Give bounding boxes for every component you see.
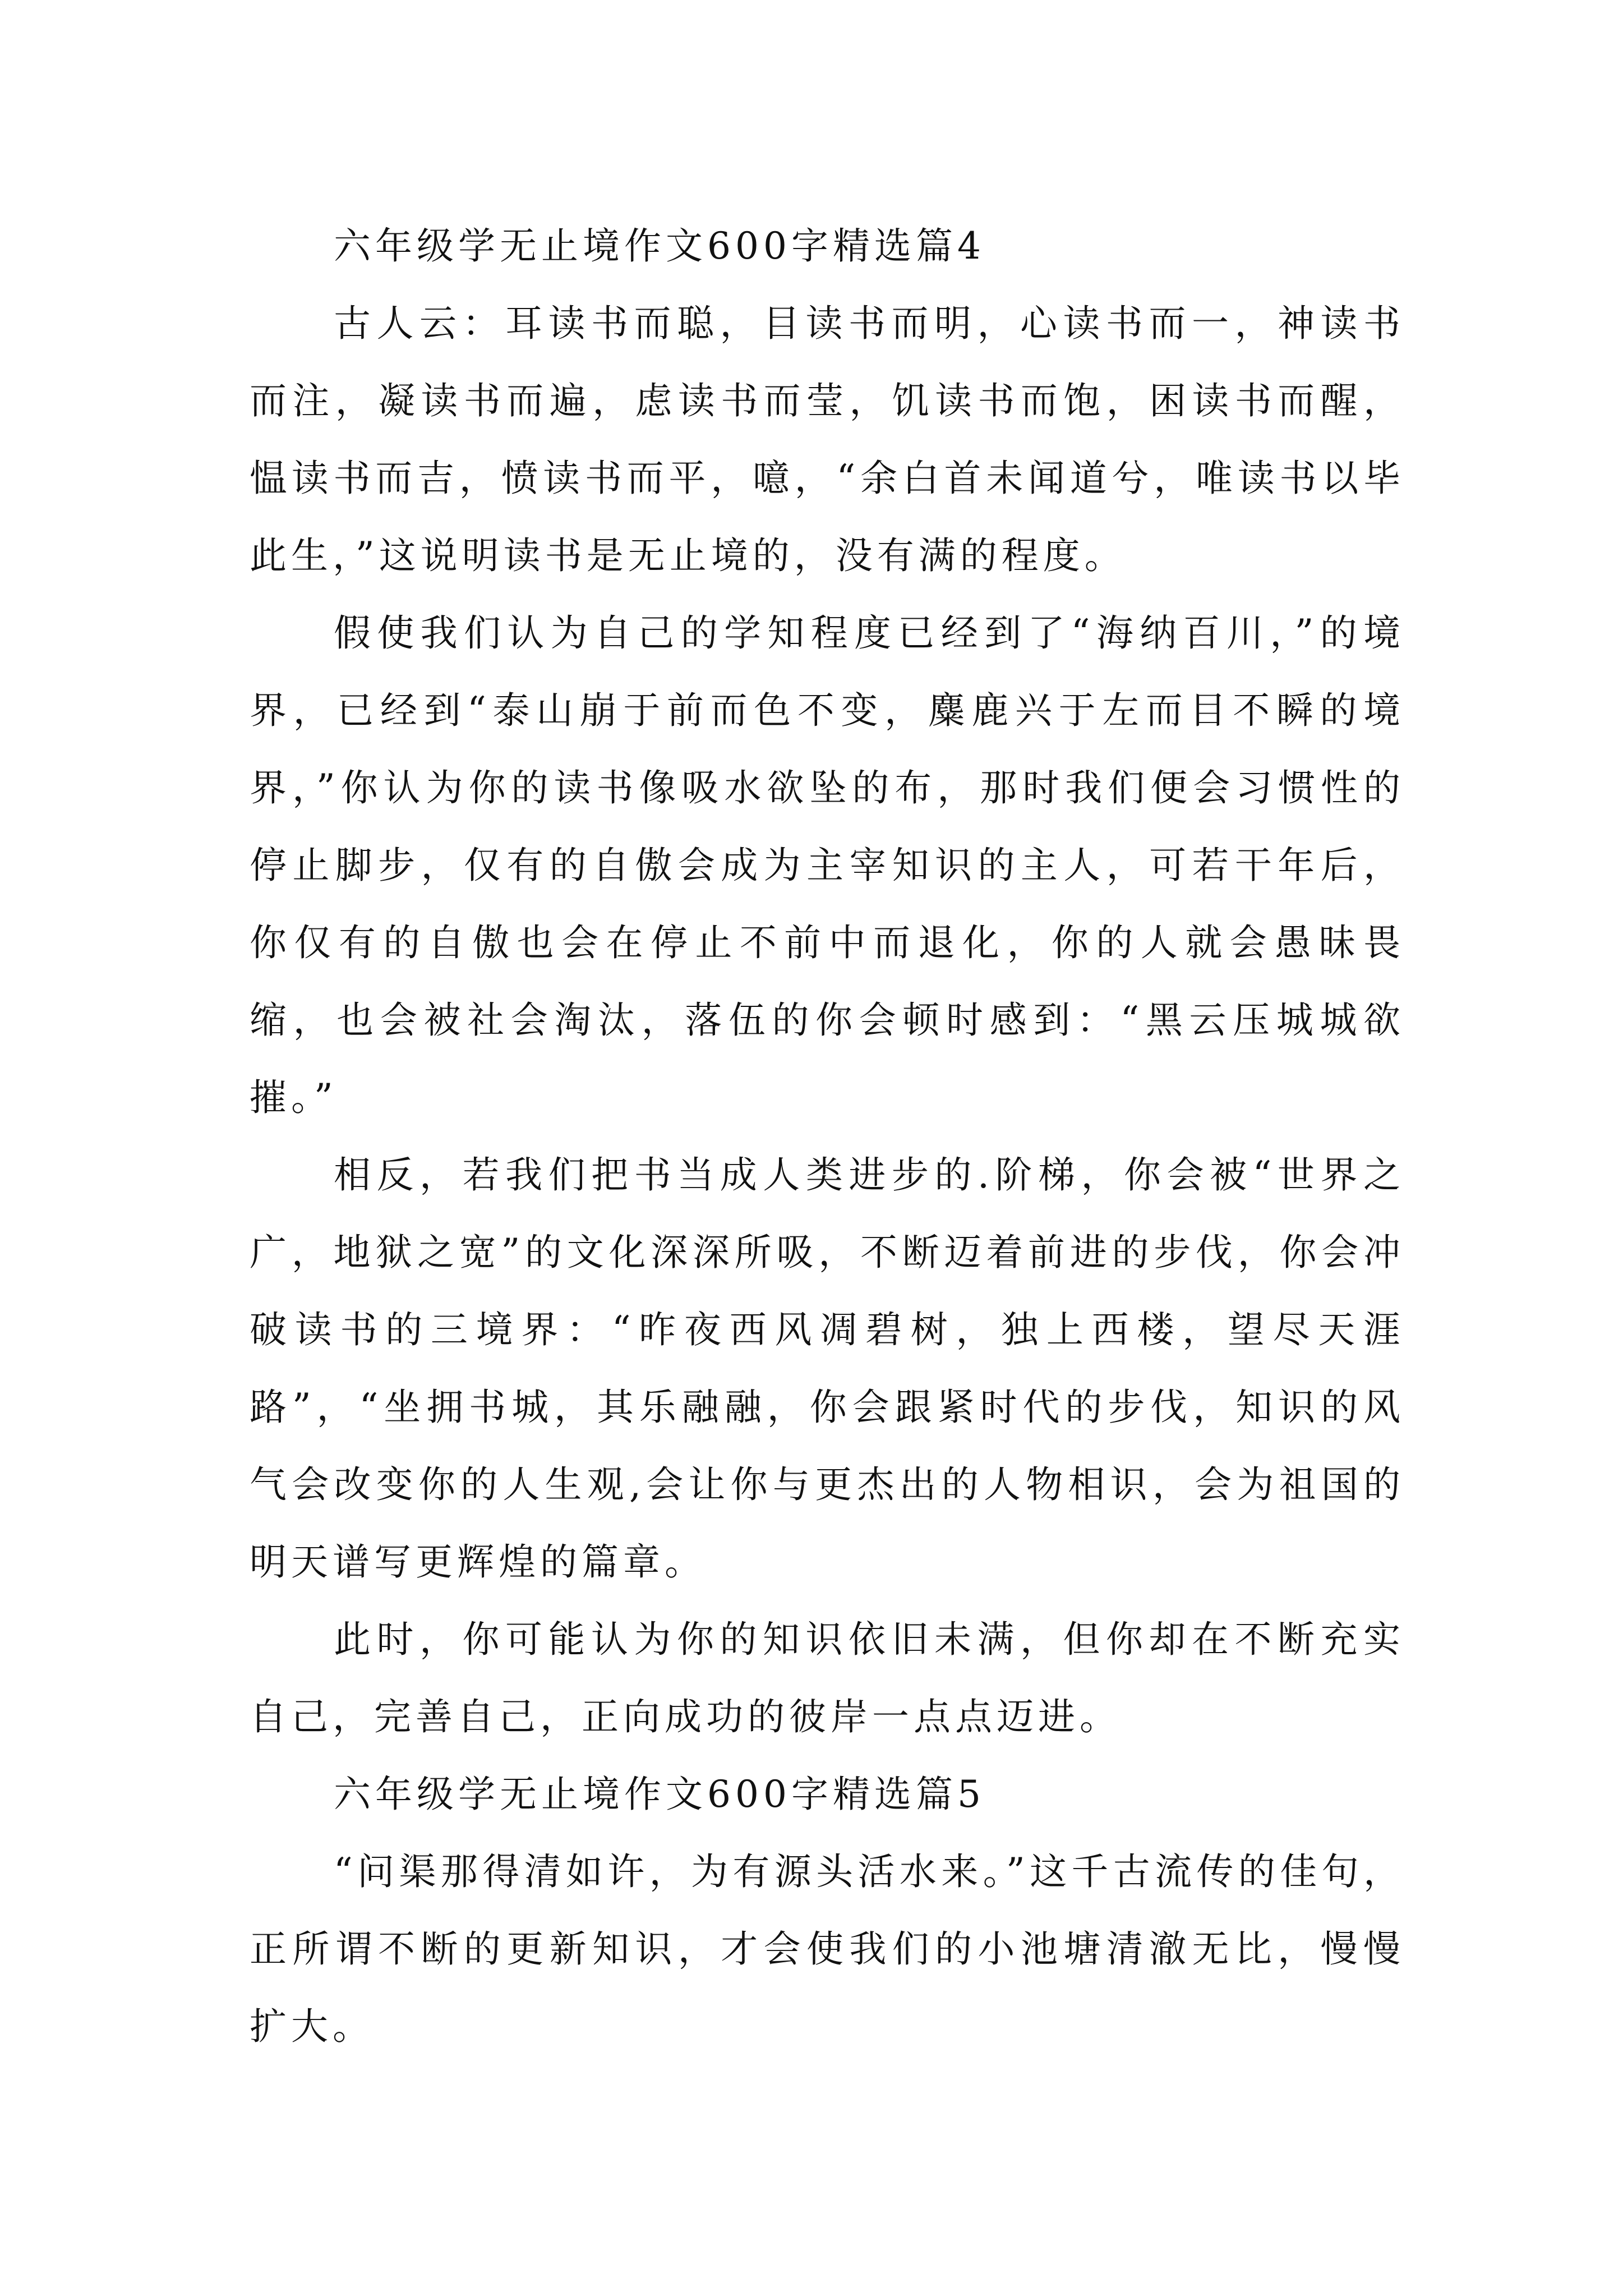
- section-heading-4: 六年级学无止境作文600字精选篇4: [334, 224, 985, 268]
- paragraph: 相反，若我们把书当成人类进步的.阶梯，你会被“世界之广，地狱之宽”的文化深深所吸，不断迈着前进的步伐，你会冲破读书的三境界：“昨夜西风凋碧树，独上西楼，望尽天涯路”，“坐拥书城，其乐融融，你会跟紧时代的步伐，知识的风气会改变你的人生观,会让你与更杰出的人物相识，会为祖国的明天谱写更辉煌的篇章。: [250, 1153, 1405, 1584]
- section-heading-5: 六年级学无止境作文600字精选篇5: [334, 1773, 985, 1816]
- paragraph: 此时，你可能认为你的知识依旧未满，但你却在不断充实自己，完善自己，正向成功的彼岸一点点迈进。: [250, 1618, 1405, 1738]
- paragraph: 古人云：耳读书而聪，目读书而明，心读书而一，神读书而注，凝读书而遍，虑读书而莹，饥读书而饱，困读书而醒，愠读书而吉，愤读书而平，噫，“余白首未闻道兮，唯读书以毕此生，”这说明读书是无止境的，没有满的程度。: [250, 302, 1405, 577]
- paragraph: “问渠那得清如许，为有源头活水来。”这千古流传的佳句，正所谓不断的更新知识，才会使我们的小池塘清澈无比，慢慢扩大。: [250, 1850, 1405, 2048]
- paragraph: 假使我们认为自己的学知程度已经到了“海纳百川，”的境界，已经到“泰山崩于前而色不变，麋鹿兴于左而目不瞬的境界，”你认为你的读书像吸水欲坠的布，那时我们便会习惯性的停止脚步，仅有的自傲会成为主宰知识的主人，可若干年后，你仅有的自傲也会在停止不前中而退化，你的人就会愚昧畏缩，也会被社会淘汰，落伍的你会顿时感到：“黑云压城城欲摧。”: [250, 611, 1405, 1119]
- document-body: [250, 208, 1405, 2065]
